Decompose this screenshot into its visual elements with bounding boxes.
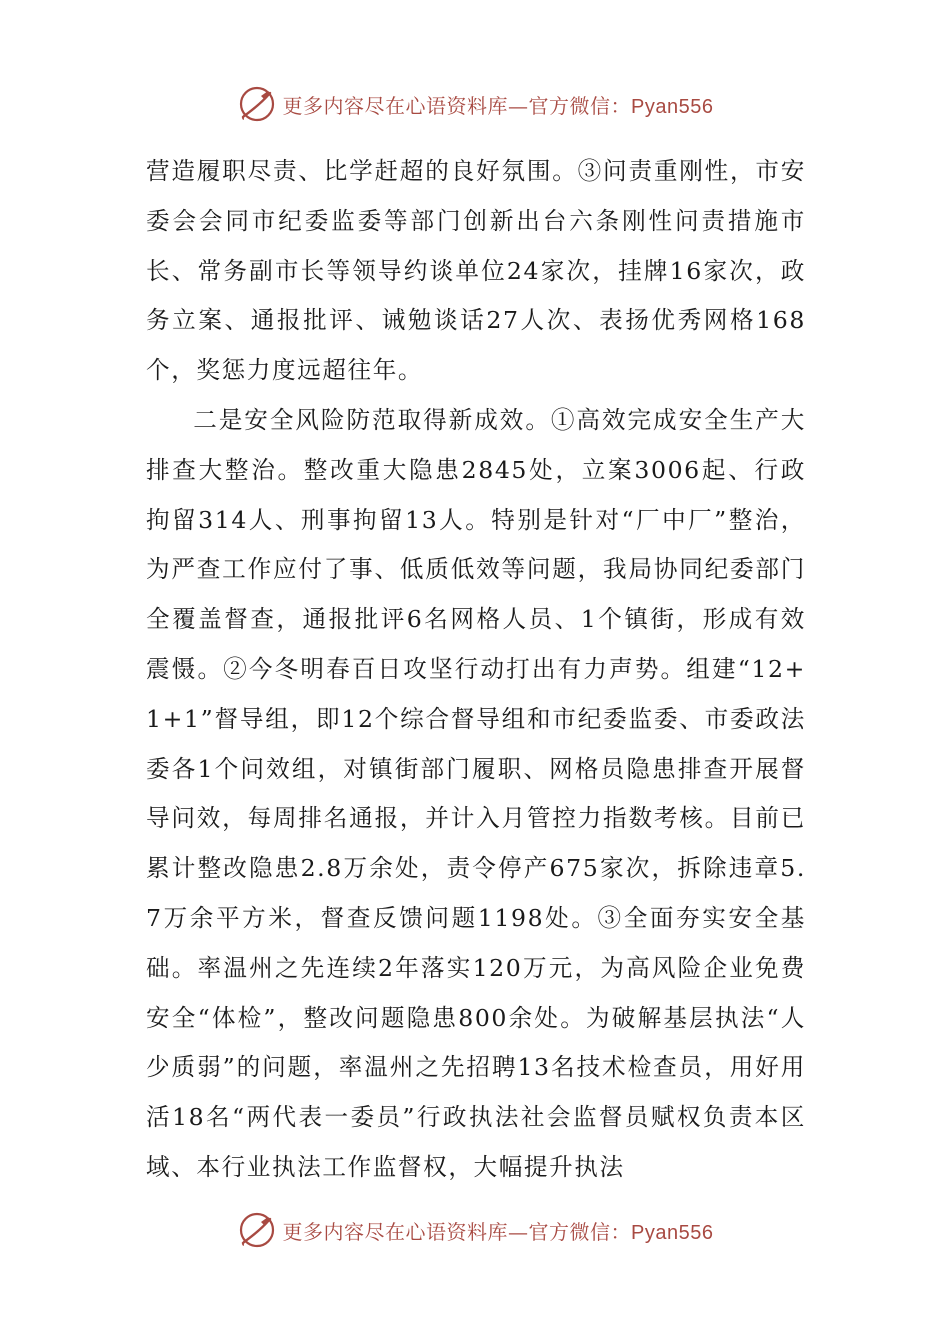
footer-banner-text: 更多内容尽在心语资料库—官方微信：Pyan556	[282, 1219, 714, 1244]
pen-nib-circle-icon	[237, 1210, 277, 1250]
header-banner	[0, 82, 950, 126]
paragraph-2: 二是安全风险防范取得新成效。①高效完成安全生产大排查大整治。整改重大隐患2845处，立案3006起、行政拘留314人、刑事拘留13人。特别是针对“厂中厂”整治，为严查工作应付了事、低质低效等问题，我局协同纪委部门全覆盖督查，通报批评6名网格人员、1个镇街，形成有效震慑。②今冬明春百日攻坚行动打出有力声势。组建“12+1+1”督导组，即12个综合督导组和市纪委监委、市委政法委各1个问效组，对镇街部门履职、网格员隐患排查开展督导问效，每周排名通报，并计入月管控力指数考核。目前已累计整改隐患2.8万余处，责令停产675家次，拆除违章5.7万余平方米，督查反馈问题1198处。③全面夯实安全基础。率温州之先连续2年落实120万元，为高风险企业免费安全“体检”，整改问题隐患800余处。为破解基层执法“人少质弱”的问题，率温州之先招聘13名技术检查员，用好用活18名“两代表一委员”行政执法社会监督员赋权负责本区域、本行业执法工作监督权，大幅提升执法	[146, 405, 806, 1181]
header-banner-text: 更多内容尽在心语资料库—官方微信：Pyan556	[282, 93, 714, 118]
footer-banner	[0, 1208, 950, 1252]
pen-nib-circle-icon	[237, 84, 277, 124]
header-wechat-id: Pyan556	[631, 95, 714, 118]
document-body	[146, 147, 806, 1193]
footer-wechat-id: Pyan556	[631, 1221, 714, 1244]
paragraph-1: 营造履职尽责、比学赶超的良好氛围。③问责重刚性，市安委会会同市纪委监委等部门创新出台六条刚性问责措施市长、常务副市长等领导约谈单位24家次，挂牌16家次，政务立案、通报批评、诫勉谈话27人次、表扬优秀网格168个，奖惩力度远超往年。	[146, 157, 806, 385]
